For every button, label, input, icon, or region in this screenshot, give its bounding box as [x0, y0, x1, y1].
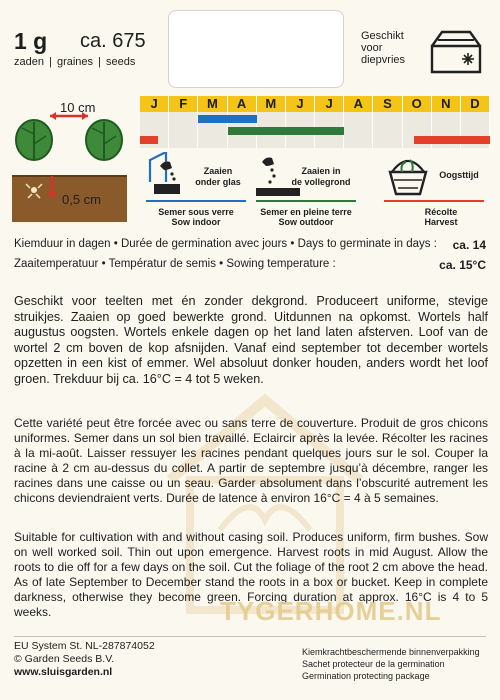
leaf-icon	[16, 120, 52, 160]
calendar-months	[140, 96, 490, 112]
footer-pack-fr: Sachet protecteur de la germination	[302, 659, 445, 669]
legend-line: Zaaien	[203, 166, 233, 176]
outdoor-underline	[256, 200, 356, 202]
description-en: Suitable for cultivation with and without casing soil. Produces uniform, firm bushes. Sow on well worked soil. Thin out upon emergence. Harvest roots in mid August. Allow the roots to die off for a few days on the soil. Cut the foliage of the root 2 cm above the head. As of late September to December stand the roots in a box or bucket. Keep in complete darkness, otherwise they become green. Forcing duration at approx. 16°C is 4 to 5 weeks.	[14, 530, 488, 619]
footer-pack-nl: Kiemkrachtbeschermende binnenverpakking	[302, 647, 480, 657]
freezer-line: diepvries	[361, 54, 406, 66]
legend-line: Sow outdoor	[278, 217, 334, 227]
freezer-note	[361, 30, 405, 66]
legend-harvest-nl: Oogsttijd	[439, 170, 479, 180]
footer-package	[302, 646, 480, 682]
calendar-bar-harvest-early	[140, 136, 158, 144]
germination-label: Kiemduur in dagen • Durée de germination avec jours • Days to germinate in days :	[14, 238, 437, 250]
unit-nl: zaden	[14, 56, 44, 68]
legend-line: Semer sous verre	[158, 207, 234, 217]
month-7: A	[344, 96, 373, 112]
seed-count: ca. 675	[80, 30, 146, 52]
legend-line: de vollegrond	[291, 177, 351, 187]
legend-line: Harvest	[424, 217, 458, 227]
calendar-bar-sow-indoor	[198, 115, 256, 123]
freezer-line: voor	[361, 42, 383, 54]
legend-line: Récolte	[424, 207, 458, 217]
month-1: F	[169, 96, 198, 112]
footer-system: EU System St. NL-287874052	[14, 640, 155, 652]
seed-units	[14, 56, 137, 68]
freezer-line: Geschikt	[361, 30, 404, 42]
germination-value: ca. 14	[452, 238, 486, 252]
harvest-underline	[384, 200, 484, 202]
legend-outdoor-nl	[288, 166, 354, 188]
description-fr: Cette variété peut être forcée avec ou sans terre de couverture. Produit de gros chicons uniformes. Semer dans un sol bien travaillé. Eclaircir après la levée. Récolter les racines à la mi-août. Laisser ressuyer les racines pendant quelques jours sur le sol. Couper la racine à 2 cm au-dessus du collet. A partir de septembre jusqu’à décembre, ranger les racines dans une caisse ou un seau. Garder absolument dans l’obscurité autrement les chicons deviendraient verts. Durée de latence à environ 16°C = 4 à 5 semaines.	[14, 416, 488, 505]
sowing-calendar	[140, 96, 490, 148]
month-10: N	[432, 96, 461, 112]
unit-sep: |	[49, 56, 52, 68]
temperature-value: ca. 15°C	[439, 258, 486, 272]
legend-line: Sow indoor	[171, 217, 221, 227]
legend-line: Zaaien in	[301, 166, 341, 176]
seed-depth: 0,5 cm	[62, 192, 102, 207]
month-6: J	[315, 96, 344, 112]
footer-divider	[14, 636, 486, 637]
plant-distance: 10 cm	[60, 100, 96, 115]
month-11: D	[461, 96, 490, 112]
temperature-label: Zaaitemperatuur • Températur de semis • Sowing temperature :	[14, 258, 336, 270]
seed-weight: 1 g	[14, 28, 48, 54]
month-2: M	[198, 96, 227, 112]
month-column-8	[373, 112, 402, 148]
sow-indoor-icon	[146, 152, 190, 196]
footer-pack-en: Germination protecting package	[302, 671, 430, 681]
legend-indoor-nl	[186, 166, 250, 188]
indoor-underline	[146, 200, 246, 202]
month-4: M	[257, 96, 286, 112]
month-3: A	[228, 96, 257, 112]
freezer-icon	[428, 28, 484, 76]
month-5: J	[286, 96, 315, 112]
calendar-bar-harvest-late	[414, 136, 490, 144]
germination-row	[14, 238, 486, 250]
calendar-bar-sow-outdoor	[228, 127, 345, 135]
hang-tab	[168, 10, 344, 88]
footer-copyright: © Garden Seeds B.V.	[14, 653, 115, 665]
month-9: O	[403, 96, 432, 112]
watermark-text: TYGERHOME.NL	[220, 596, 442, 626]
footer-company	[14, 640, 155, 679]
harvest-basket-icon	[384, 150, 432, 200]
legend-line: onder glas	[195, 177, 241, 187]
unit-en: seeds	[106, 56, 136, 68]
month-8: S	[373, 96, 402, 112]
unit-fr: graines	[56, 56, 94, 68]
legend-indoor-sub	[146, 207, 246, 227]
month-column-1	[169, 112, 198, 148]
temperature-row	[14, 258, 486, 270]
footer-website[interactable]: www.sluisgarden.nl	[14, 666, 113, 678]
legend-outdoor-sub	[254, 207, 358, 227]
legend-harvest-sub	[396, 207, 486, 227]
unit-sep: |	[98, 56, 101, 68]
month-0: J	[140, 96, 169, 112]
legend-line: Semer en pleine terre	[260, 207, 352, 217]
description-nl: Geschikt voor teelten met én zonder dekgrond. Produceert uniforme, stevige struikjes. Zaaien op goed bewerkte grond. Uitdunnen na opkomst. Wortels half augustus oogsten. Wortels enkele dagen op het land laten afsterven. Loof van de wortel 2 cm boven de kop afsnijden. Vanaf eind september tot december wortels opzetten in een kist of emmer. Wel absoluut donker houden, anders wordt het loof groen. Trekduur bij ca. 16°C = 4 tot 5 weken.	[14, 294, 488, 386]
month-column-7	[344, 112, 373, 148]
